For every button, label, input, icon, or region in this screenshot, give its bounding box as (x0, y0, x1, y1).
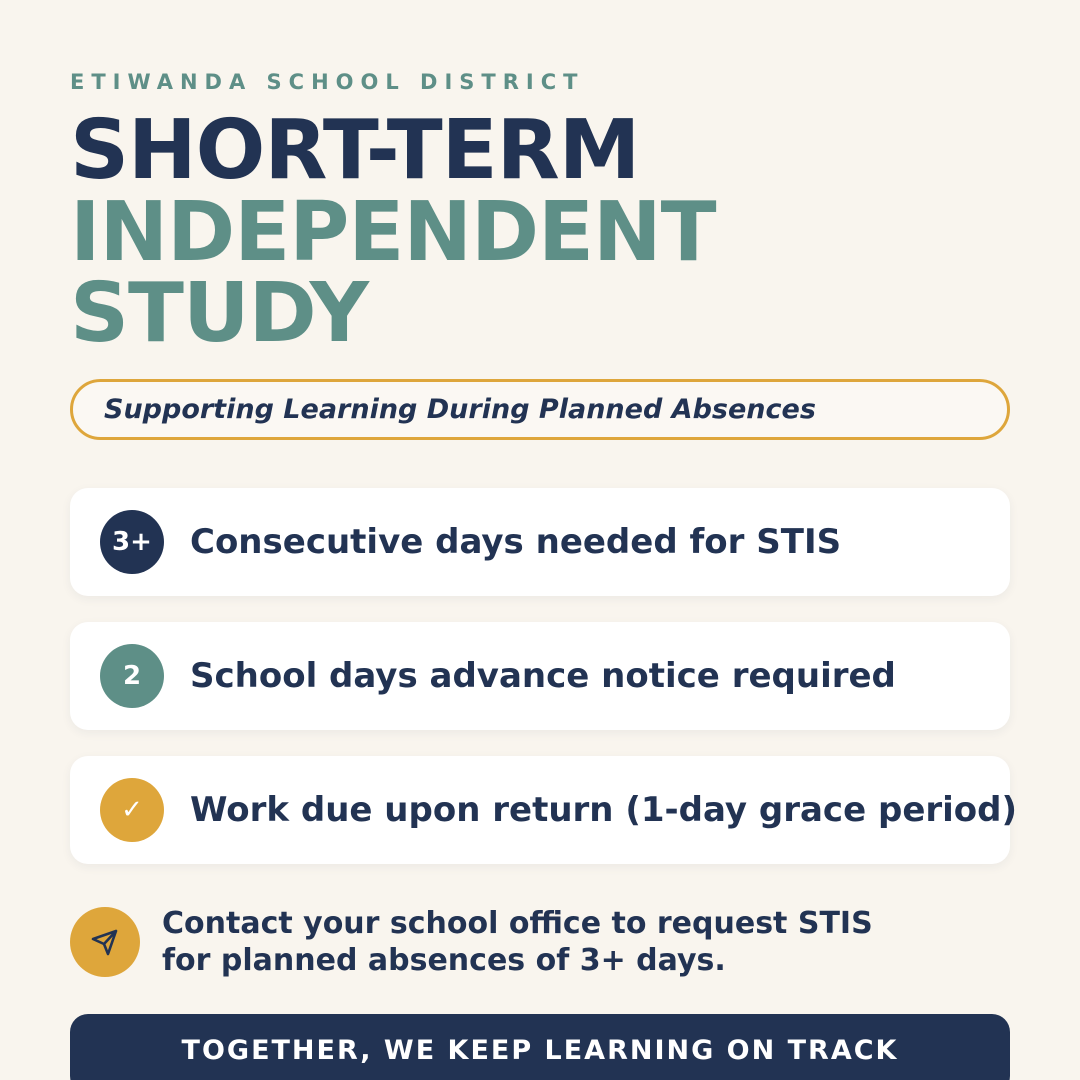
fact-text: School days advance notice required (190, 656, 896, 696)
contact-line-1: Contact your school office to request STIS (162, 906, 873, 941)
title-line-study: STUDY (70, 266, 369, 361)
tagline-pill: Supporting Learning During Planned Absences (70, 379, 1010, 440)
contact-text (162, 905, 873, 979)
fact-card-advance-notice (70, 622, 1010, 730)
fact-card-consecutive-days (70, 488, 1010, 596)
title-line-independent: INDEPENDENT (70, 185, 716, 280)
contact-note (70, 904, 1010, 980)
contact-line-2: for planned absences of 3+ days. (162, 943, 726, 978)
fact-badge-3plus: 3+ (100, 510, 164, 574)
checkmark-icon: ✓ (100, 778, 164, 842)
send-icon (70, 907, 140, 977)
stis-flyer (70, 0, 1018, 1080)
fact-text: Work due upon return (1-day grace period) (190, 790, 1018, 830)
footer-banner: TOGETHER, WE KEEP LEARNING ON TRACK (70, 1014, 1010, 1080)
fact-card-work-due (70, 756, 1018, 864)
title-line-short-term: SHORT-TERM (70, 103, 640, 198)
fact-badge-2: 2 (100, 644, 164, 708)
fact-text: Consecutive days needed for STIS (190, 522, 842, 562)
district-name: ETIWANDA SCHOOL DISTRICT (70, 70, 585, 94)
